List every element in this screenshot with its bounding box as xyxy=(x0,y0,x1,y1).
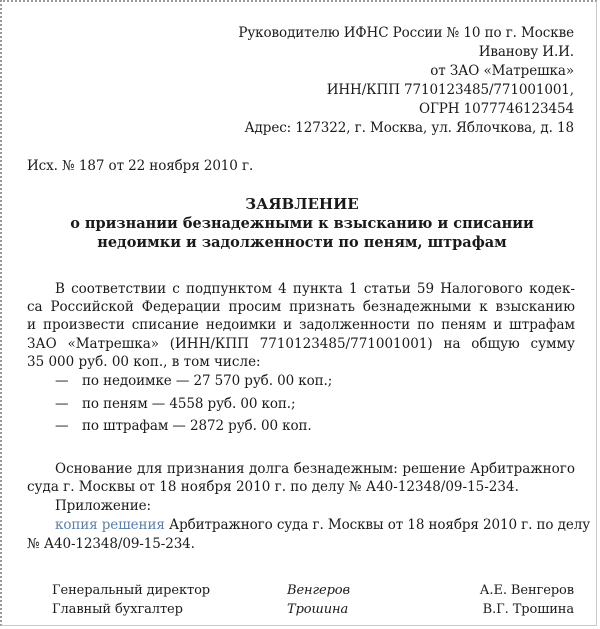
addressee-line-5: ОГРН 1077746123454 xyxy=(418,101,574,117)
paragraph-line: В соответствии с подпунктом 4 пункта 1 статьи 59 Налогового кодек- xyxy=(55,281,575,297)
outgoing-reference: Исх. № 187 от 22 ноября 2010 г. xyxy=(27,158,254,174)
attachment-line-1 xyxy=(55,516,590,534)
main-paragraph xyxy=(27,280,575,371)
paragraph-line: Основание для признания долга безнадежным: решение Арбитражного xyxy=(55,461,575,477)
document-subtitle-line-2: недоимки и задолженности по пеням, штрафам xyxy=(97,234,507,251)
list-item-fines: по штрафам — 2872 руб. 00 коп. xyxy=(82,418,312,434)
paragraph-line: и произвести списание недоимки и задолженности по пеням и штрафам xyxy=(27,317,575,334)
paragraph-line: са Российской Федерации просим признать безнадежными к взысканию xyxy=(27,299,575,316)
basis-paragraph xyxy=(27,460,575,496)
paragraph-line: ЗАО «Матрешка» (ИНН/КПП 7710123485/771001001) на общую сумму xyxy=(27,335,575,352)
document-subtitle-line-1: о признании безнадежными к взысканию и списании xyxy=(70,215,534,232)
signature-name: А.Е. Венгеров xyxy=(479,583,574,598)
addressee-address: Адрес: 127322, г. Москва, ул. Яблочкова, д. 18 xyxy=(244,120,574,136)
addressee-line-2: Иванову И.И. xyxy=(478,44,574,60)
attachment-label: Приложение: xyxy=(55,498,151,514)
addressee-line-1: Руководителю ИФНС России № 10 по г. Москве xyxy=(238,25,574,41)
attachment-text: Арбитражного суда г. Москвы от 18 ноября 2010 г. по делу xyxy=(164,517,591,533)
attachment-line-2: № А40-12348/09-15-234. xyxy=(27,536,195,552)
signature-name: В.Г. Трошина xyxy=(482,602,574,617)
list-item-penalties: по пеням — 4558 руб. 00 коп.; xyxy=(82,396,296,412)
signature-mark: Венгеров xyxy=(287,583,350,598)
document-title: ЗАЯВЛЕНИЕ xyxy=(245,195,359,213)
list-item-dash: — xyxy=(55,418,69,434)
list-item-arrears: по недоимке — 27 570 руб. 00 коп.; xyxy=(82,373,333,389)
signature-position: Генеральный директор xyxy=(52,583,211,598)
addressee-line-4: ИНН/КПП 7710123485/771001001, xyxy=(326,82,574,98)
signature-mark: Трошина xyxy=(287,602,349,617)
list-item-dash: — xyxy=(55,373,69,389)
addressee-line-3: от ЗАО «Матрешка» xyxy=(430,63,574,79)
paragraph-line: суда г. Москвы от 18 ноября 2010 г. по делу № А40-12348/09-15-234. xyxy=(27,479,519,496)
signature-position: Главный бухгалтер xyxy=(52,602,183,617)
attachment-link[interactable]: копия решения xyxy=(55,517,165,533)
list-item-dash: — xyxy=(55,396,69,412)
paragraph-line: 35 000 руб. 00 коп., в том числе: xyxy=(27,353,261,370)
